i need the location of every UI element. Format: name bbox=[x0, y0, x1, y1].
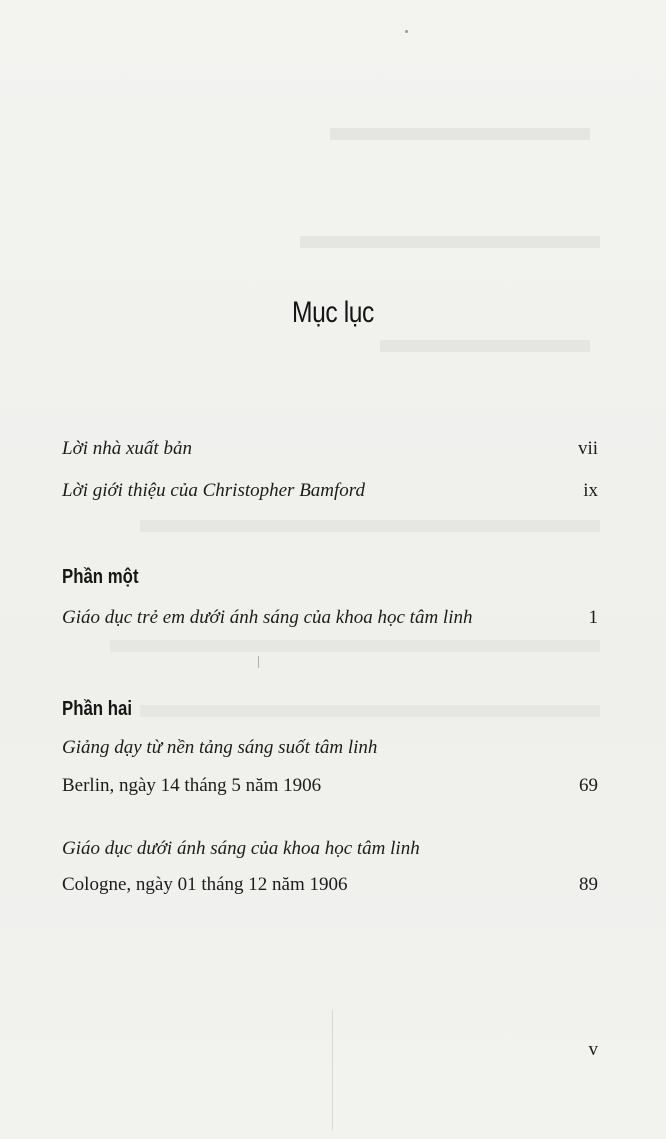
toc-entry-page: 89 bbox=[579, 874, 598, 895]
paper-speck bbox=[405, 30, 408, 33]
paper-mark bbox=[258, 656, 259, 668]
toc-entry bbox=[62, 480, 598, 502]
toc-lecture-title bbox=[62, 737, 598, 759]
toc-entry-label: Giảng dạy từ nền tảng sáng suốt tâm linh bbox=[62, 737, 378, 758]
page-number: v bbox=[588, 1039, 598, 1060]
toc-entry-place-date: Berlin, ngày 14 tháng 5 năm 1906 bbox=[62, 775, 322, 796]
toc-entry-label: Giáo dục trẻ em dưới ánh sáng của khoa học tâm linh bbox=[62, 607, 473, 628]
toc-entry-page: vii bbox=[577, 438, 598, 459]
paper-mark bbox=[332, 1010, 333, 1130]
toc-entry-page: 69 bbox=[579, 775, 598, 796]
toc-entry-page: 1 bbox=[588, 607, 598, 628]
bleed-through-line bbox=[110, 640, 600, 652]
toc-entry-place-date: Cologne, ngày 01 tháng 12 năm 1906 bbox=[62, 874, 348, 895]
toc-entry bbox=[62, 607, 598, 629]
bleed-through-line bbox=[140, 520, 600, 532]
page-title: Mục lục bbox=[292, 296, 374, 329]
toc-lecture-title bbox=[62, 838, 598, 860]
toc-entry-label: Lời nhà xuất bản bbox=[62, 438, 192, 459]
bleed-through-line bbox=[140, 705, 600, 717]
bleed-through-line bbox=[300, 236, 600, 248]
bleed-through-line bbox=[380, 340, 590, 352]
part-heading: Phần một bbox=[62, 566, 139, 588]
toc-entry bbox=[62, 775, 598, 797]
toc-entry bbox=[62, 874, 598, 896]
toc-entry-label: Lời giới thiệu của Christopher Bamford bbox=[62, 480, 365, 501]
part-heading: Phần hai bbox=[62, 698, 133, 720]
toc-entry bbox=[62, 438, 598, 460]
bleed-through-line bbox=[330, 128, 590, 140]
toc-entry-page: ix bbox=[583, 480, 598, 501]
toc-entry-label: Giáo dục dưới ánh sáng của khoa học tâm linh bbox=[62, 838, 420, 859]
